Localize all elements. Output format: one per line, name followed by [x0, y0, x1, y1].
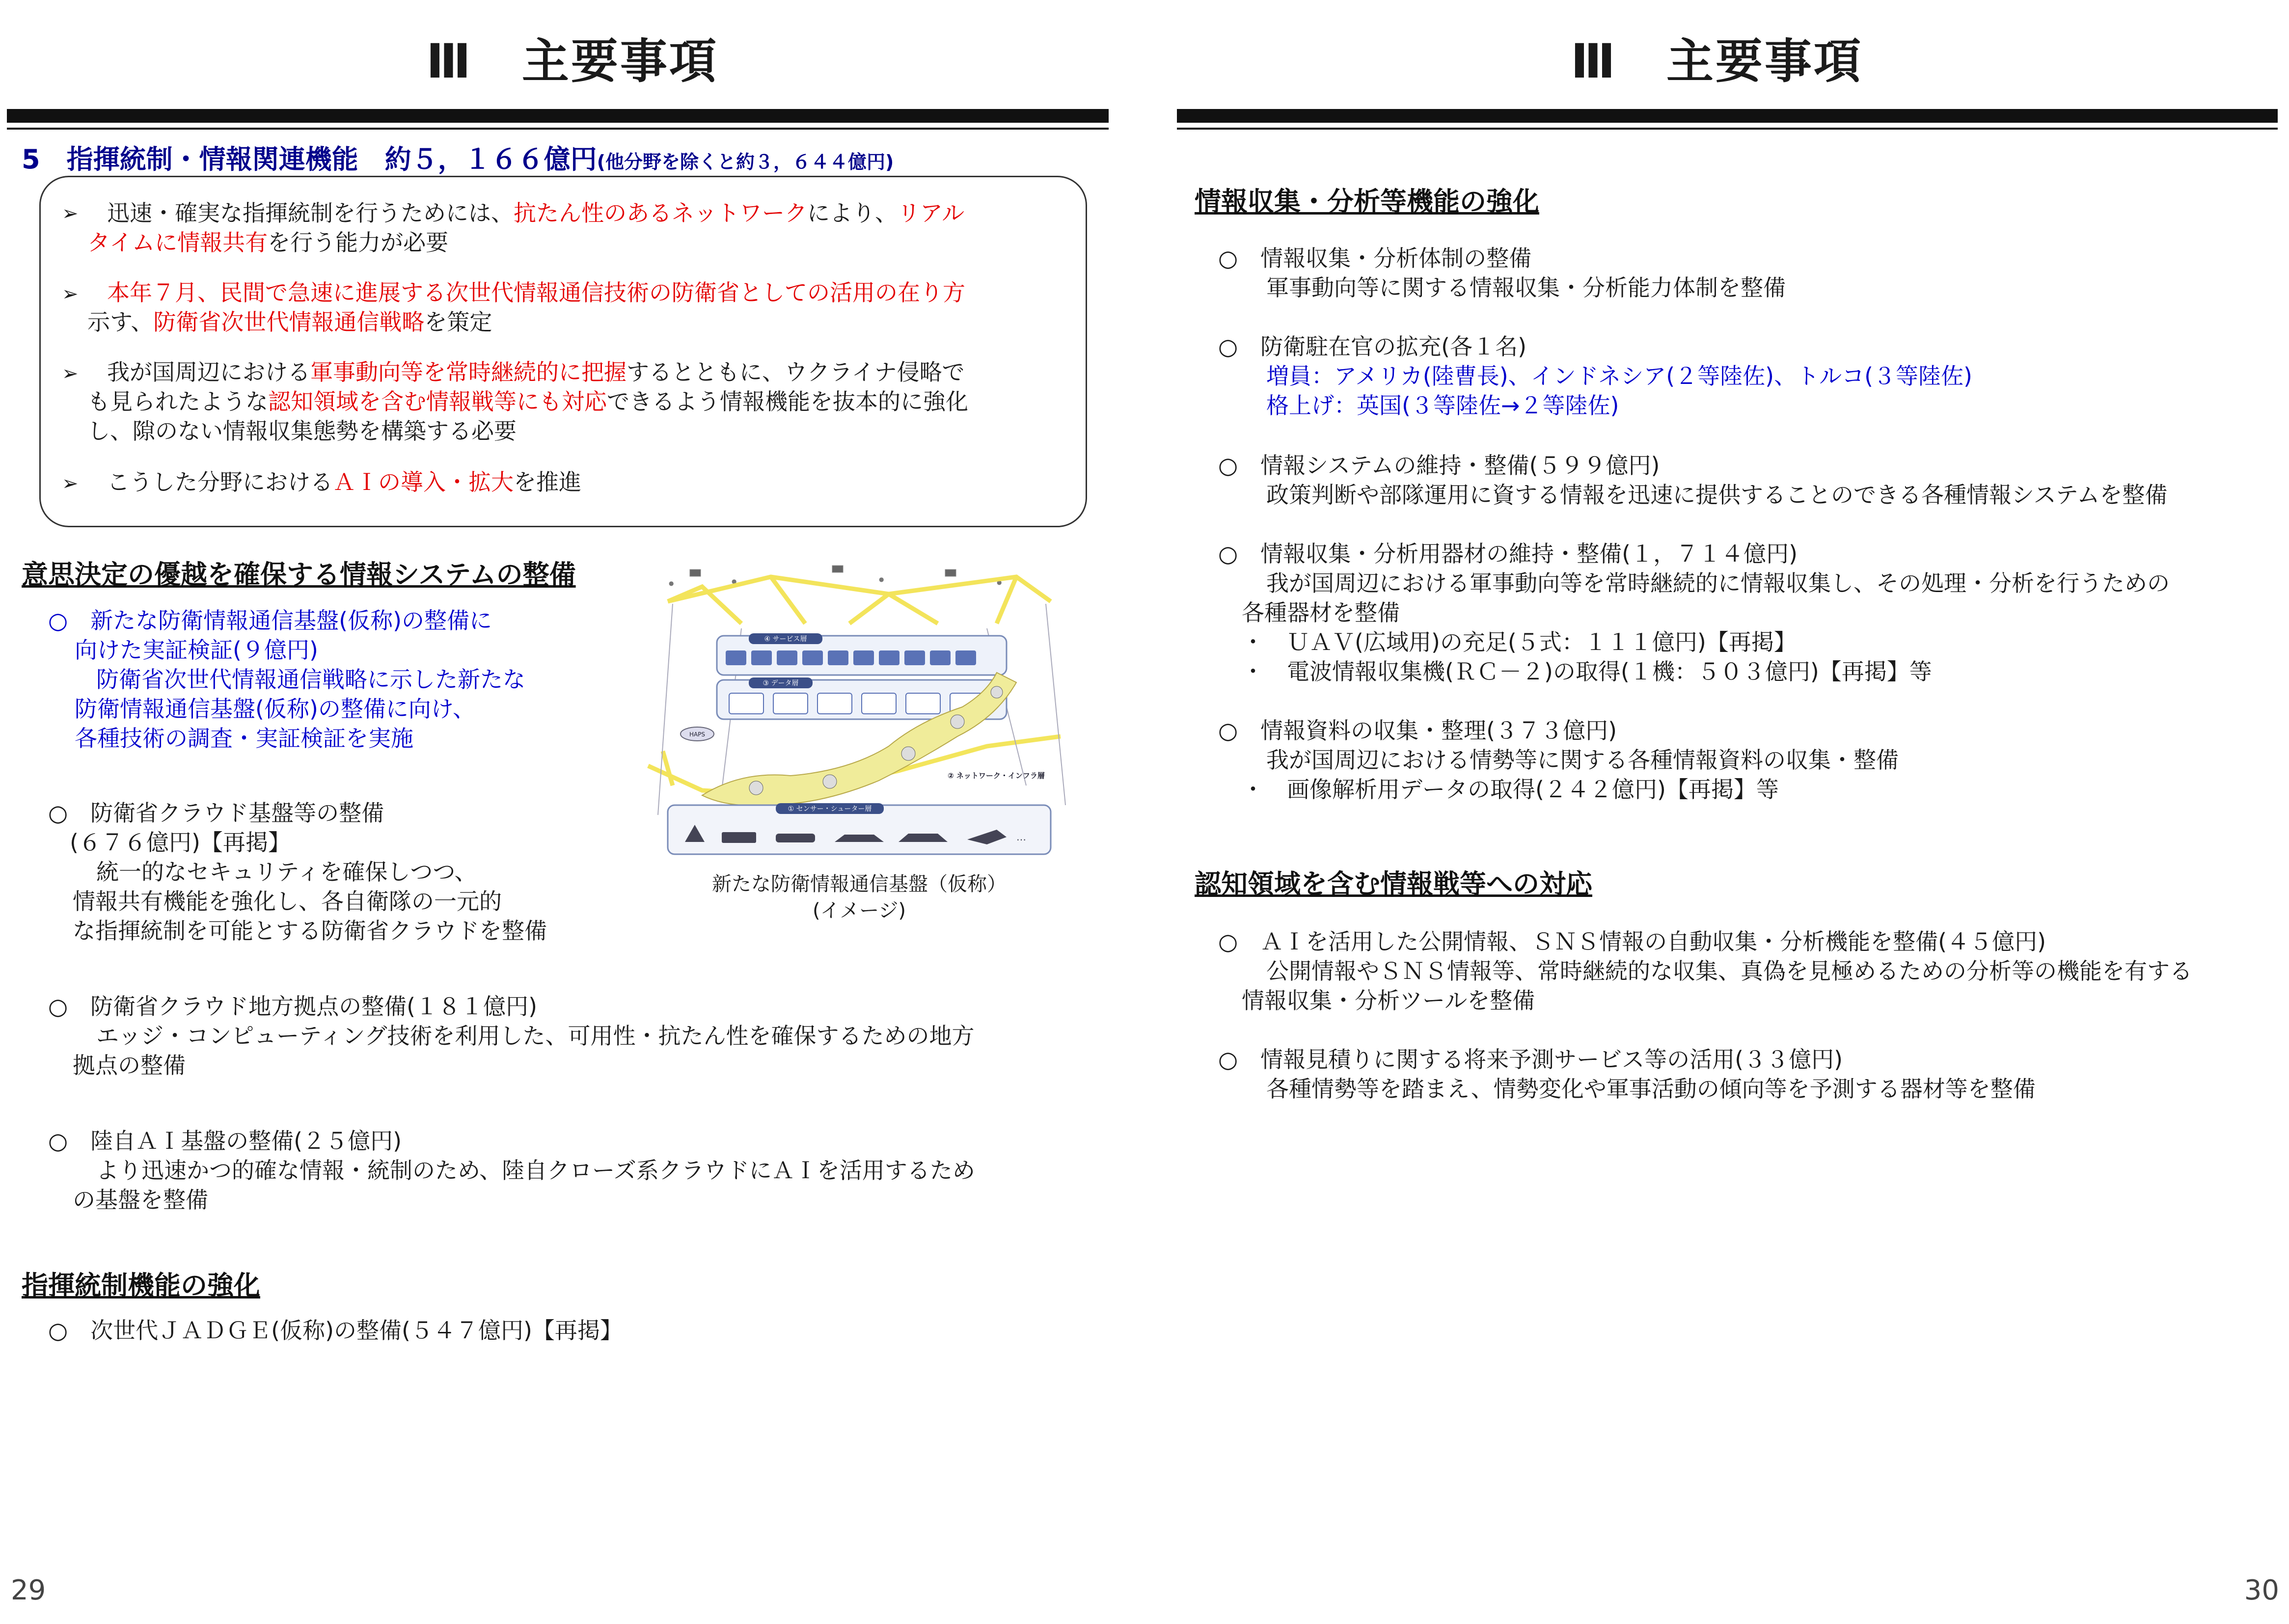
network-diagram-image	[643, 560, 1075, 862]
page-number: 30	[2244, 1574, 2279, 1606]
summary-item-3-line-1: 我が国周辺における軍事動向等を常時継続的に把握するとともに、ウクライナ侵略で	[107, 359, 965, 385]
satellite-icon	[945, 569, 956, 576]
summary-item-3-line-3: し、隙のない情報収集態勢を構築する必要	[87, 418, 517, 444]
item-2-line-2: 増員：アメリカ(陸曹長)、インドネシア(２等陸佐)、トルコ(３等陸佐)	[1266, 363, 1972, 389]
title-divider	[7, 109, 1109, 123]
item-2-line-1: ○ 防衛省クラウド基盤等の整備	[48, 800, 384, 826]
satellite-icon	[832, 566, 843, 572]
tank-icon	[776, 834, 815, 842]
page-30	[1144, 0, 2289, 1624]
item-1-line-1: ○ 情報収集・分析体制の整備	[1218, 245, 1532, 271]
item-6-line-1: ○ ＡＩを活用した公開情報、ＳＮＳ情報の自動収集・分析機能を整備(４５億円)	[1218, 928, 2046, 955]
layer-2-label: ② ネットワーク・インフラ層	[948, 771, 1045, 780]
summary-item-1-line-1: 迅速・確実な指揮統制を行うためには、抗たん性のあるネットワークにより、リアル	[107, 200, 965, 226]
item-4-line-3: 各種器材を整備	[1242, 599, 1400, 626]
summary-item-1-line-2: タイムに情報共有を行う能力が必要	[87, 229, 449, 256]
subsection-heading-info-systems: 意思決定の優越を確保する情報システムの整備	[22, 559, 576, 590]
item-1-line-5: 各種技術の調査・実証検証を実施	[75, 725, 413, 752]
item-1-line-1: ○ 新たな防衛情報通信基盤(仮称)の整備に	[48, 607, 492, 634]
item-3-line-1: ○ 情報システムの維持・整備(５９９億円)	[1218, 452, 1660, 479]
arrow-bullet-icon: ➢	[62, 472, 79, 495]
summary-item-3-line-2: も見られたような認知領域を含む情報戦等にも対応できるよう情報機能を抜本的に強化	[87, 388, 968, 415]
item-3-line-2: 政策判断や部隊運用に資する情報を迅速に提供することのできる各種情報システムを整備	[1266, 482, 2168, 508]
item-2-line-3: 格上げ：英国(３等陸佐→２等陸佐)	[1266, 392, 1619, 419]
layer-1-label: ① センサー・シューター層	[788, 805, 872, 813]
item-7-line-1: ○ 情報見積りに関する将来予測サービス等の活用(３３億円)	[1218, 1046, 1843, 1073]
title-divider	[1177, 109, 2278, 123]
item-4-line-1: ○ 陸自ＡＩ基盤の整備(２５億円)	[48, 1128, 402, 1154]
figure-caption: 新たな防衛情報通信基盤（仮称） (イメージ)	[712, 873, 1007, 922]
svg-text:…: …	[1016, 831, 1026, 843]
item-1-line-2: 軍事動向等に関する情報収集・分析能力体制を整備	[1266, 274, 1786, 301]
section-heading-info-collection: 情報収集・分析等機能の強化	[1195, 186, 1539, 217]
item-2-line-4: 情報共有機能を強化し、各自衛隊の一元的	[73, 888, 502, 915]
item-1-line-4: 防衛情報通信基盤(仮称)の整備に向け、	[75, 696, 476, 722]
item-4-line-4: ・ ＵＡＶ(広域用)の充足(５式：１１１億円)【再掲】	[1242, 629, 1797, 655]
item-3-line-3: 拠点の整備	[73, 1052, 186, 1079]
item-6-line-3: 情報収集・分析ツールを整備	[1242, 987, 1535, 1014]
item-3-line-2: エッジ・コンピューティング技術を利用した、可用性・抗たん性を確保するための地方	[96, 1023, 975, 1049]
summary-item-2-line-2: 示す、防衛省次世代情報通信戦略を策定	[87, 309, 492, 335]
item-5-line-2: 我が国周辺における情勢等に関する各種情報資料の収集・整備	[1266, 747, 1899, 773]
svg-text:●: ●	[879, 576, 884, 583]
page-number: 29	[11, 1574, 46, 1606]
svg-text:●: ●	[732, 578, 737, 585]
section-heading-cognitive-warfare: 認知領域を含む情報戦等への対応	[1195, 868, 1592, 899]
item-3-line-1: ○ 防衛省クラウド地方拠点の整備(１８１億円)	[48, 993, 538, 1020]
haps-label: HAPS	[689, 731, 706, 738]
item-1-line-3: 防衛省次世代情報通信戦略に示した新たな	[96, 666, 525, 693]
section-heading: 5 指揮統制・情報関連機能 約５，１６６億円(他分野を除くと約３，６４４億円)	[22, 144, 894, 175]
item-4-line-3: の基盤を整備	[73, 1187, 208, 1213]
item-5-line-3: ・ 画像解析用データの取得(２４２億円)【再掲】等	[1242, 776, 1779, 803]
svg-text:●: ●	[997, 579, 1002, 586]
layer-4-label: ④ サービス層	[764, 635, 807, 643]
subsection-heading-command-control: 指揮統制機能の強化	[22, 1270, 260, 1301]
page-29	[0, 0, 1144, 1624]
item-4-line-1: ○ 情報収集・分析用器材の維持・整備(１，７１４億円)	[1218, 541, 1798, 567]
item-jadge: ○ 次世代ＪＡＤＧＥ(仮称)の整備(５４７億円)【再掲】	[48, 1317, 623, 1344]
item-2-line-5: な指揮統制を可能とする防衛省クラウドを整備	[73, 918, 547, 944]
network-infrastructure-figure	[643, 560, 1075, 862]
launcher-icon	[722, 832, 756, 843]
item-1-line-2: 向けた実証検証(９億円)	[75, 637, 318, 663]
item-6-line-2: 公開情報やＳＮＳ情報等、常時継続的な収集、真偽を見極めるための分析等の機能を有する	[1266, 958, 2192, 984]
page-title: Ⅲ 主要事項	[426, 34, 718, 89]
item-4-line-2: 我が国周辺における軍事動向等を常時継続的に情報収集し、その処理・分析を行うための	[1266, 570, 2170, 596]
item-4-line-2: より迅速かつ的確な情報・統制のため、陸自クローズ系クラウドにＡＩを活用するため	[96, 1157, 975, 1184]
arrow-bullet-icon: ➢	[62, 283, 79, 305]
arrow-bullet-icon: ➢	[62, 202, 79, 225]
arrow-bullet-icon: ➢	[62, 362, 79, 385]
page-title: Ⅲ 主要事項	[1571, 34, 1863, 89]
summary-item-4: こうした分野におけるＡＩの導入・拡大を推進	[107, 469, 581, 495]
item-2-line-1: ○ 防衛駐在官の拡充(各１名)	[1218, 333, 1527, 360]
item-2-line-2: (６７６億円)【再掲】	[70, 829, 291, 856]
layer-3-label: ③ データ層	[763, 679, 799, 687]
summary-item-2-line-1: 本年７月、民間で急速に進展する次世代情報通信技術の防衛省としての活用の在り方	[107, 279, 965, 306]
item-4-line-5: ・ 電波情報収集機(ＲＣ－２)の取得(１機：５０３億円)【再掲】等	[1242, 658, 1932, 685]
item-5-line-1: ○ 情報資料の収集・整理(３７３億円)	[1218, 717, 1617, 744]
svg-text:●: ●	[669, 580, 674, 587]
satellite-icon	[690, 569, 701, 576]
item-2-line-3: 統一的なセキュリティを確保しつつ、	[96, 859, 477, 885]
item-7-line-2: 各種情勢等を踏まえ、情勢変化や軍事活動の傾向等を予測する器材等を整備	[1266, 1076, 2036, 1102]
